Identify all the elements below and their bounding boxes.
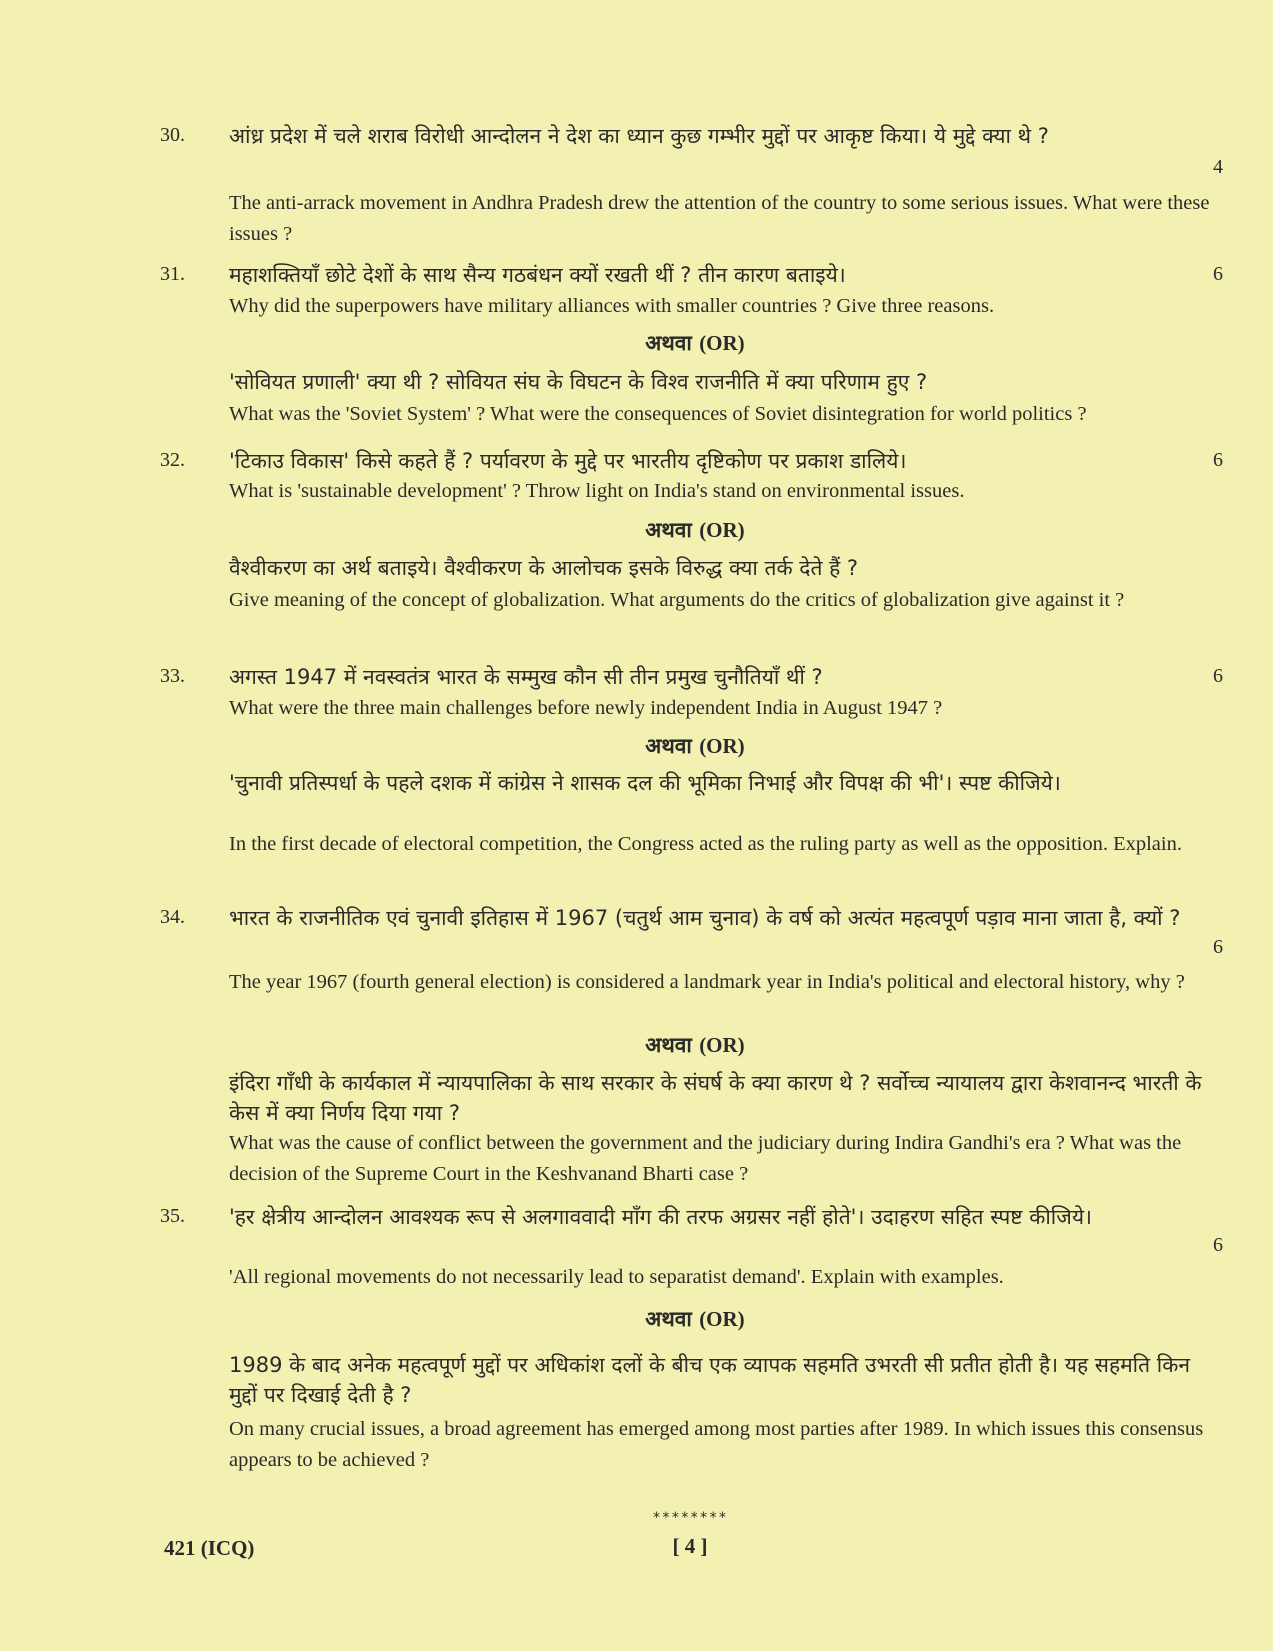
question-number: 35.	[160, 1205, 185, 1227]
or-label-english: (OR)	[699, 518, 745, 542]
question-english: What were the three main challenges before newly independent India in August 1947 ?	[229, 697, 943, 719]
question-hindi: 'हर क्षेत्रीय आन्दोलन आवश्यक रूप से अलगाववादी माँग की तरफ अग्रसर नहीं होते'। उदाहरण सहित स्पष्ट कीजिये।	[229, 1205, 1092, 1229]
or-label-english: (OR)	[699, 1307, 745, 1331]
or-separator	[0, 732, 1273, 760]
or-question-hindi: 1989 के बाद अनेक महत्वपूर्ण मुद्दों पर अधिकांश दलों के बीच एक व्यापक सहमति उभरती सी प्रतीत होती है। यह सहमति किन मुद्दों पर दिखाई देती है ?	[229, 1353, 1190, 1407]
or-question-hindi: वैश्वीकरण का अर्थ बताइये। वैश्वीकरण के आलोचक इसके विरुद्ध क्या तर्क देते हैं ?	[229, 556, 859, 580]
or-separator	[0, 1305, 1273, 1333]
or-label-english: (OR)	[699, 1033, 745, 1057]
or-question-english: What was the 'Soviet System' ? What were the consequences of Soviet disintegration for world politics ?	[229, 403, 1087, 425]
question-number: 31.	[160, 263, 185, 285]
question-hindi: आंध्र प्रदेश में चले शराब विरोधी आन्दोलन ने देश का ध्यान कुछ गम्भीर मुद्दों पर आकृष्ट किया। ये मुद्दे क्या थे ?	[229, 124, 1049, 148]
question-number: 30.	[160, 124, 185, 146]
end-stars: ********	[652, 1510, 728, 1526]
or-separator	[0, 329, 1273, 357]
or-label-hindi: अथवा	[645, 518, 692, 542]
or-question-hindi: इंदिरा गाँधी के कार्यकाल में न्यायपालिका के साथ सरकार के संघर्ष के क्या कारण थे ? सर्वोच्च न्यायालय द्वारा केशवानन्द भारती के केस में क्या निर्णय दिया गया ?	[229, 1071, 1202, 1125]
question-marks: 6	[1213, 665, 1223, 687]
question-english: Why did the superpowers have military alliances with smaller countries ? Give three reasons.	[229, 295, 995, 317]
or-label-hindi: अथवा	[645, 1307, 692, 1331]
question-number: 34.	[160, 906, 185, 928]
paper-code: 421 (ICQ)	[164, 1536, 255, 1560]
or-label-hindi: अथवा	[645, 1033, 692, 1057]
question-hindi: 'टिकाउ विकास' किसे कहते हैं ? पर्यावरण के मुद्दे पर भारतीय दृष्टिकोण पर प्रकाश डालिये।	[229, 449, 907, 473]
page-number: [ 4 ]	[672, 1534, 708, 1558]
question-english: The year 1967 (fourth general election) is considered a landmark year in India's political and electoral history, why ?	[229, 971, 1185, 993]
question-hindi: महाशक्तियाँ छोटे देशों के साथ सैन्य गठबंधन क्यों रखती थीं ? तीन कारण बताइये।	[229, 263, 846, 287]
question-number: 32.	[160, 449, 185, 471]
question-marks: 6	[1213, 936, 1223, 958]
question-hindi: अगस्त 1947 में नवस्वतंत्र भारत के सम्मुख कौन सी तीन प्रमुख चुनौतियाँ थीं ?	[229, 665, 823, 689]
or-label-english: (OR)	[699, 331, 745, 355]
or-label-hindi: अथवा	[645, 734, 692, 758]
question-english: The anti-arrack movement in Andhra Pradesh drew the attention of the country to some serious issues. What were these issues ?	[229, 192, 1210, 245]
question-english: 'All regional movements do not necessarily lead to separatist demand'. Explain with examples.	[229, 1266, 1004, 1288]
question-hindi: भारत के राजनीतिक एवं चुनावी इतिहास में 1967 (चतुर्थ आम चुनाव) के वर्ष को अत्यंत महत्वपूर्ण पड़ाव माना जाता है, क्यों ?	[229, 906, 1181, 930]
question-english: What is 'sustainable development' ? Throw light on India's stand on environmental issues.	[229, 480, 965, 502]
or-question-hindi: 'सोवियत प्रणाली' क्या थी ? सोवियत संघ के विघटन के विश्व राजनीति में क्या परिणाम हुए ?	[229, 370, 928, 394]
or-separator	[0, 1031, 1273, 1059]
or-label-english: (OR)	[699, 734, 745, 758]
question-marks: 4	[1213, 156, 1223, 178]
question-number: 33.	[160, 665, 185, 687]
or-question-english: In the first decade of electoral competition, the Congress acted as the ruling party as well as the opposition. Explain.	[229, 833, 1182, 855]
question-marks: 6	[1213, 449, 1223, 471]
or-question-english: On many crucial issues, a broad agreement has emerged among most parties after 1989. In which issues this consensus appears to be achieved ?	[229, 1418, 1204, 1471]
or-question-english: Give meaning of the concept of globalization. What arguments do the critics of globalization give against it ?	[229, 589, 1125, 611]
or-question-english: What was the cause of conflict between the government and the judiciary during Indira Gandhi's era ? What was the decision of the Supreme Court in the Keshvanand Bharti case ?	[229, 1132, 1182, 1185]
question-marks: 6	[1213, 1234, 1223, 1256]
or-separator	[0, 516, 1273, 544]
or-label-hindi: अथवा	[645, 331, 692, 355]
or-question-hindi: 'चुनावी प्रतिस्पर्धा के पहले दशक में कांग्रेस ने शासक दल की भूमिका निभाई और विपक्ष की भी'। स्पष्ट कीजिये।	[229, 771, 1061, 795]
question-marks: 6	[1213, 263, 1223, 285]
